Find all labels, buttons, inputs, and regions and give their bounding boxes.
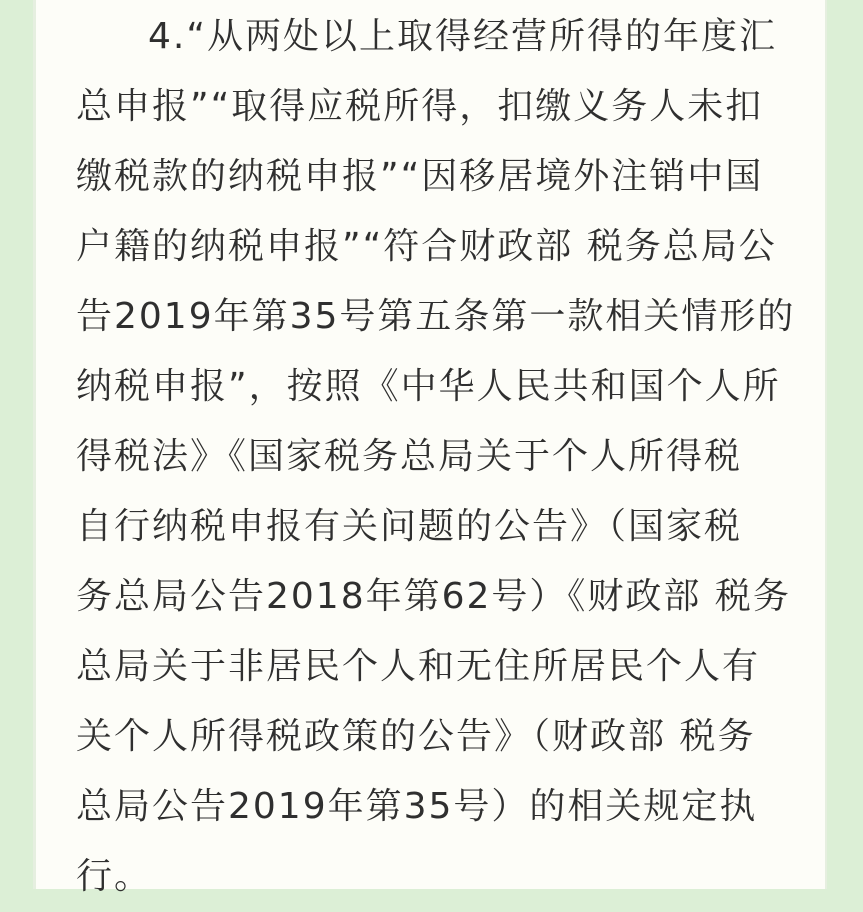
text-line: 务总局公告2018年第62号）《财政部 税务	[76, 576, 791, 617]
text-line: 行。	[76, 856, 153, 897]
text-line: 总局公告2019年第35号）的相关规定执	[76, 786, 758, 827]
text-line: 关个人所得税政策的公告》（财政部 税务	[76, 716, 756, 757]
text-line: 纳税申报”，按照《中华人民共和国个人所	[76, 366, 781, 407]
text-line: 缴税款的纳税申报”“因移居境外注销中国	[76, 156, 764, 197]
text-line: 总局关于非居民个人和无住所居民个人有	[76, 646, 761, 687]
article-paragraph	[76, 2, 796, 912]
text-line: 4.“从两处以上取得经营所得的年度汇	[148, 16, 777, 57]
page-right-edge	[825, 0, 827, 889]
text-line: 得税法》《国家税务总局关于个人所得税	[76, 436, 743, 477]
text-line: 告2019年第35号第五条第一款相关情形的	[76, 296, 796, 337]
text-line: 总申报”“取得应税所得，扣缴义务人未扣	[76, 86, 764, 127]
text-line: 自行纳税申报有关问题的公告》（国家税	[76, 506, 743, 547]
text-line: 户籍的纳税申报”“符合财政部 税务总局公	[76, 226, 777, 267]
